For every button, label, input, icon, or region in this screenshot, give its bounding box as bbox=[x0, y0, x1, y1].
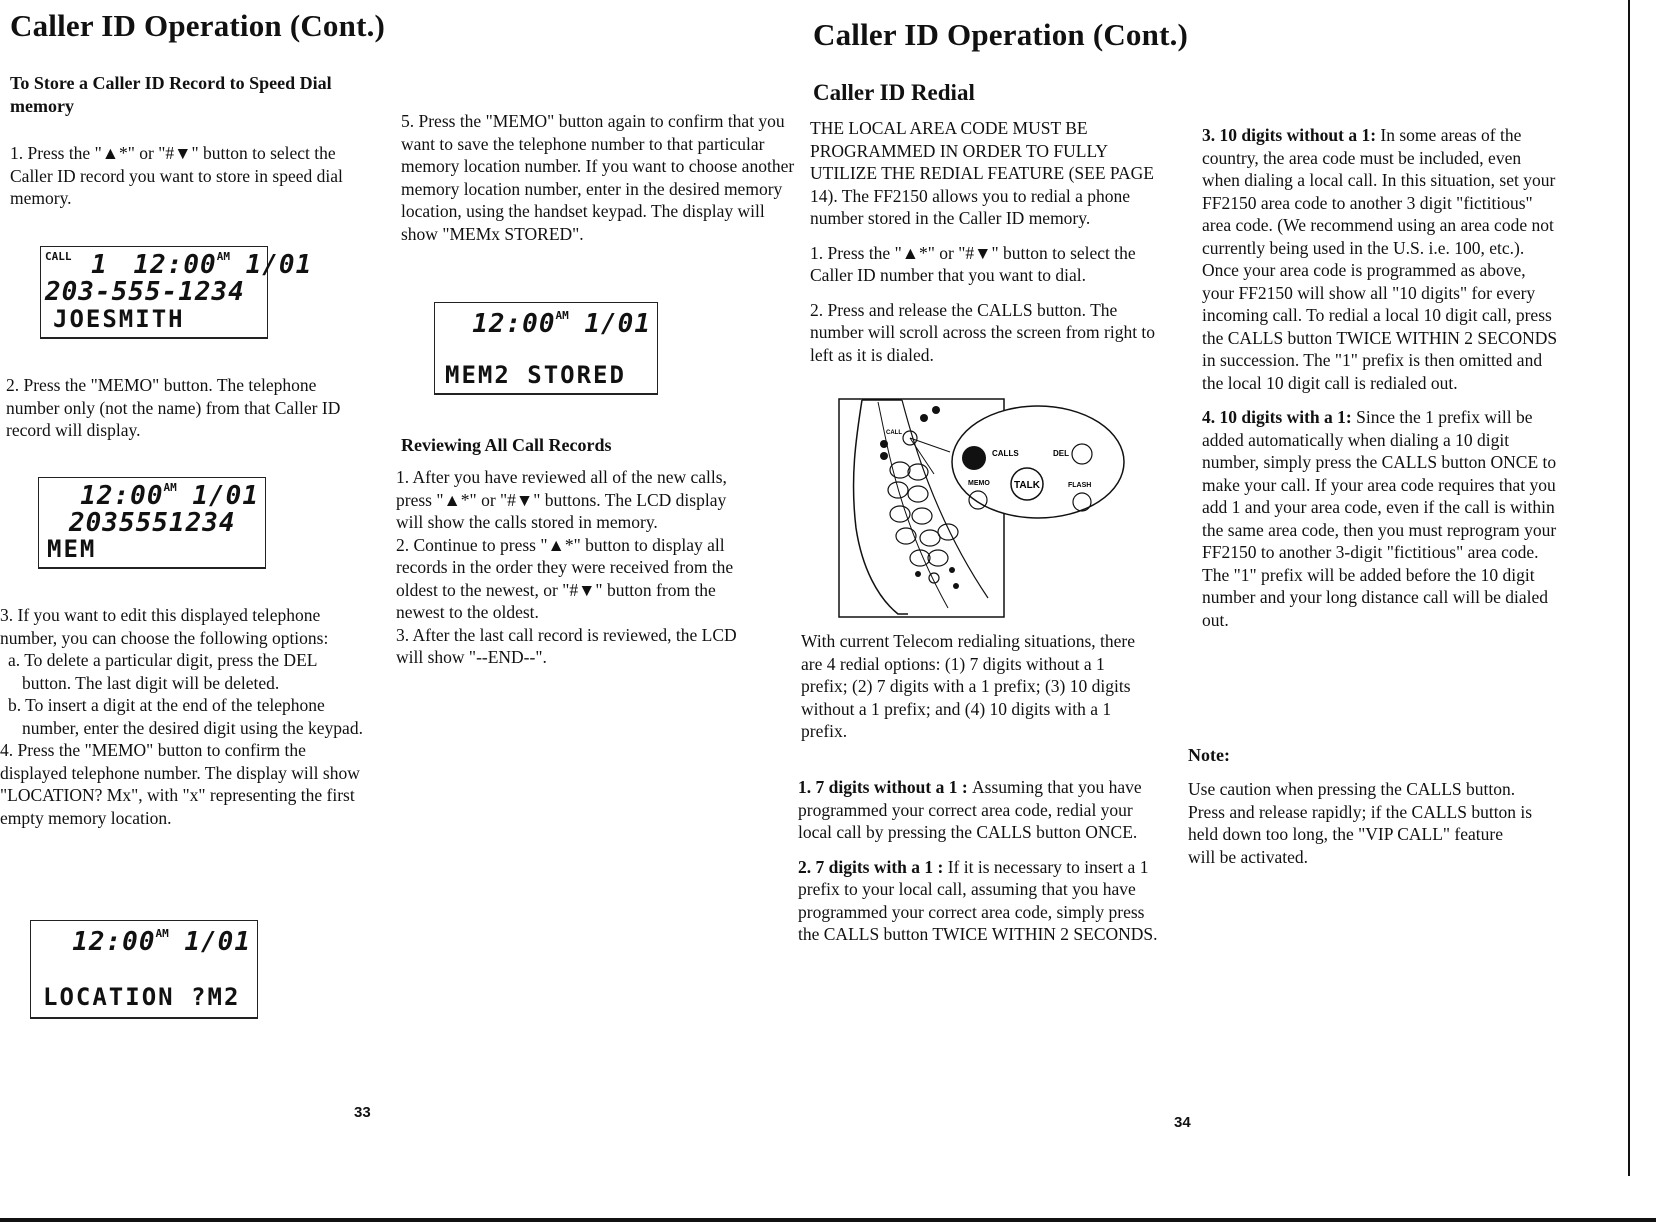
lcd-phone-number: 203-555-1234 bbox=[45, 277, 245, 307]
redial-intro-block bbox=[810, 117, 1170, 366]
option-3-body: In some areas of the country, the area code must be included, even when dialing a local call. In this situation, set your FF2150 area code to another 3 digit "fictitious" area code. (We recommend using an area code not currently being used in the U.S. i.e. 100, etc.). Once your area code is programmed as above, your FF2150 will show all "10 digits" for every incoming call. To redial a local 10 digit call, press the CALLS button TWICE WITHIN 2 SECONDS in succession. The "1" prefix is then omitted and the local 10 digit call is redialed out. bbox=[1202, 125, 1558, 393]
lcd-date: 1/01 bbox=[245, 250, 313, 280]
store-step-3 bbox=[0, 604, 368, 829]
store-step-2: 2. Press the "MEMO" button. The telephone number only (not the name) from that Caller ID record will display. bbox=[6, 375, 341, 440]
option-3-lead: 3. 10 digits without a 1: bbox=[1202, 125, 1381, 145]
lcd-date: 1/01 bbox=[184, 927, 251, 957]
page-number-right: 34 bbox=[1174, 1114, 1191, 1131]
lcd-record-number: 1 bbox=[91, 250, 108, 280]
lcd-stored-text: MEM2 STORED bbox=[445, 361, 626, 389]
lcd-time: 12:00 bbox=[133, 250, 217, 280]
lcd-time: 12:00 bbox=[80, 481, 164, 511]
del-label: DEL bbox=[1053, 449, 1069, 458]
lcd-time: 12:00 bbox=[472, 309, 556, 339]
review-steps bbox=[396, 466, 756, 669]
option-4-body: Since the 1 prefix will be added automatically when dialing a 10 digit number, simply press the CALLS button ONCE to make your call. If your area code requires that you add 1 and your area code, even if the call is within the same area code, then you must reprogram your FF2150 to another 3-digit "fictitious" area code. The "1" prefix will be added before the 10 digit number and your long distance call will be dialed out. bbox=[1202, 407, 1557, 630]
lcd-display-memo bbox=[38, 477, 266, 569]
review-step-2: 2. Continue to press "▲*" button to display all records in the order they were received from the oldest to the newest, or "#▼" button from the newest to the oldest. bbox=[396, 534, 734, 622]
store-heading: To Store a Caller ID Record to Speed Dial memory bbox=[10, 73, 332, 116]
redial-cases-7-digit bbox=[798, 776, 1158, 946]
scan-bottom-line bbox=[0, 1218, 1656, 1222]
lcd-ampm: AM bbox=[555, 309, 569, 322]
lcd-caller-name: JOESMITH bbox=[53, 305, 185, 333]
option-1 bbox=[798, 776, 1158, 844]
redial-cases-10-digit bbox=[1202, 124, 1562, 631]
note-text: Use caution when pressing the CALLS button. Press and release rapidly; if the CALLS button is held down too long, the "VIP CALL" feature will be activated. bbox=[1188, 779, 1533, 867]
lcd-ampm: AM bbox=[163, 481, 177, 494]
option-1-body: Assuming that you have programmed your correct area code, redial your local call by pressing the CALLS button ONCE. bbox=[798, 777, 1142, 842]
option-4 bbox=[1202, 406, 1562, 631]
lcd-ampm: AM bbox=[155, 927, 169, 940]
review-step-3: 3. After the last call record is reviewed, the LCD will show "--END--". bbox=[396, 624, 737, 667]
call-small-label: CALL bbox=[886, 430, 902, 436]
step-3-intro: 3. If you want to edit this displayed telephone number, you can choose the following options: bbox=[0, 605, 329, 648]
option-3 bbox=[1202, 124, 1562, 394]
option-1-lead: 1. 7 digits without a 1 : bbox=[798, 777, 973, 797]
store-step-1: 1. Press the "▲*" or "#▼" button to select the Caller ID record you want to store in speed dial memory. bbox=[10, 143, 343, 208]
step-3b: b. To insert a digit at the end of the telephone number, enter the desired digit using the keypad. bbox=[8, 695, 363, 738]
lcd-ampm: AM bbox=[216, 250, 230, 263]
memo-label: MEMO bbox=[968, 480, 990, 487]
review-step-1: 1. After you have reviewed all of the new calls, press "▲*" or "#▼" buttons. The LCD display will show the calls stored in memory. bbox=[396, 467, 727, 532]
lcd-phone-number: 2035551234 bbox=[69, 508, 236, 538]
handset-calls-button-figure bbox=[838, 398, 1126, 620]
lcd-time: 12:00 bbox=[72, 927, 156, 957]
lcd-display-stored bbox=[434, 302, 658, 395]
lcd-display-location bbox=[30, 920, 258, 1019]
page-number-left: 33 bbox=[354, 1104, 371, 1121]
lcd-location-text: LOCATION ?M2 bbox=[43, 983, 241, 1011]
lcd-display-caller-record bbox=[40, 246, 313, 339]
redial-step-2: 2. Press and release the CALLS button. The number will scroll across the screen from right to left as it is dialed. bbox=[810, 299, 1156, 365]
calls-label: CALLS bbox=[992, 449, 1019, 458]
store-step-4: 4. Press the "MEMO" button to confirm the displayed telephone number. The display will show "LOCATION? Mx", with "x" representing the first empty memory location. bbox=[0, 740, 360, 828]
lcd-date: 1/01 bbox=[584, 309, 651, 339]
store-step-5: 5. Press the "MEMO" button again to confirm that you want to save the telephone number to that particular memory location number. If you want to choose another memory location number, enter in the desired memory location, using the handset keypad. The display will show "MEMx STORED". bbox=[401, 111, 795, 244]
redial-intro: THE LOCAL AREA CODE MUST BE PROGRAMMED IN ORDER TO FULLY UTILIZE THE REDIAL FEATURE (SEE PAGE 14). The FF2150 allows you to redial a phone number stored in the Caller ID memory. bbox=[810, 118, 1154, 228]
lcd-mem-label: MEM bbox=[47, 535, 97, 563]
lcd-call-indicator: CALL bbox=[45, 250, 72, 263]
talk-label: TALK bbox=[1014, 480, 1040, 491]
flash-label: FLASH bbox=[1068, 482, 1092, 489]
left-page-title: Caller ID Operation (Cont.) bbox=[10, 8, 386, 43]
redial-heading: Caller ID Redial bbox=[813, 80, 975, 105]
right-page-title: Caller ID Operation (Cont.) bbox=[813, 17, 1189, 52]
note-heading: Note: bbox=[1188, 745, 1230, 765]
option-2 bbox=[798, 856, 1158, 946]
scan-edge-line bbox=[1628, 0, 1630, 1176]
lcd-date: 1/01 bbox=[192, 481, 259, 511]
step-3a: a. To delete a particular digit, press the DEL button. The last digit will be deleted. bbox=[8, 650, 317, 693]
option-4-lead: 4. 10 digits with a 1: bbox=[1202, 407, 1357, 427]
redial-options: With current Telecom redialing situations, there are 4 redial options: (1) 7 digits without a 1 prefix; (2) 7 digits with a 1 prefix; (3) 10 digits without a 1 prefix; and (4) 10 digits with a 1 prefix. bbox=[801, 631, 1136, 741]
option-2-lead: 2. 7 digits with a 1 : bbox=[798, 856, 948, 877]
redial-step-1: 1. Press the "▲*" or "#▼" button to select the Caller ID number that you want to dial. bbox=[810, 242, 1136, 285]
option-2-body: If it is necessary to insert a 1 prefix to your local call, assuming that you have programmed your correct area code, simply press the CALLS button TWICE WITHIN 2 SECONDS. bbox=[798, 856, 1158, 944]
review-heading: Reviewing All Call Records bbox=[401, 435, 612, 455]
